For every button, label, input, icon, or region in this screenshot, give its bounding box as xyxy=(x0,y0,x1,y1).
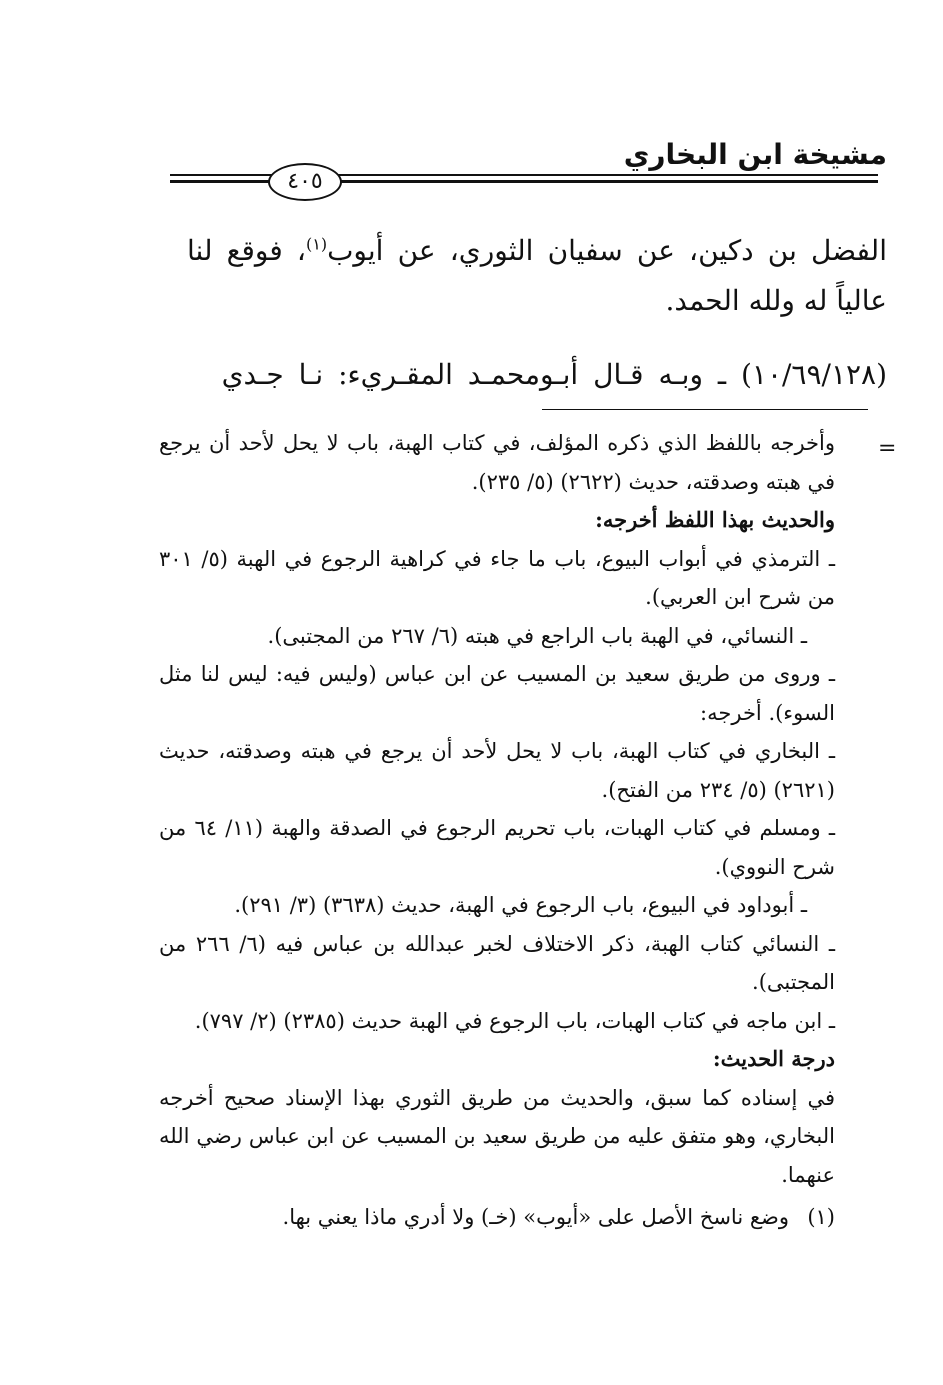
note-line: ـ الترمذي في أبواب البيوع، باب ما جاء في كراهية الرجوع في الهبة (٥/ ٣٠١ من شرح ابن العربي). xyxy=(159,546,835,609)
footnote-reference: (١) xyxy=(305,234,328,254)
continuation-mark: = xyxy=(878,436,897,461)
note-subheading: درجة الحديث: xyxy=(712,1046,835,1071)
notes-section xyxy=(159,424,835,1237)
note-subheading: والحديث بهذا اللفظ أخرجه: xyxy=(595,507,835,532)
main-text-part2: ، فوقع لنا عالياً له ولله الحمد. xyxy=(187,234,887,317)
footnote xyxy=(159,1198,835,1237)
note-line: في إسناده كما سبق، والحديث من طريق الثوري بهذا الإسناد صحيح أخرجه البخاري، وهو متفق عليه من طريق سعيد بن المسيب عن ابن عباس رضي الله عنهما. xyxy=(159,1085,835,1187)
page-number: ٤٠٥ xyxy=(268,163,342,201)
note-line: ـ النسائي، في الهبة باب الراجع في هبته (٦/ ٢٦٧ من المجتبى). xyxy=(267,623,807,648)
footnote-number: (١) xyxy=(807,1205,835,1229)
note-line: ـ البخاري في كتاب الهبة، باب لا يحل لأحد أن يرجع في هبته وصدقته، حديث (٢٦٢١) (٥/ ٢٣٤ من الفتح). xyxy=(159,739,835,802)
note-line: ـ أبوداود في البيوع، باب الرجوع في الهبة، حديث (٣٦٣٨) (٣/ ٢٩١). xyxy=(234,893,807,917)
note-line: ـ ومسلم في كتاب الهبات، باب تحريم الرجوع في الصدقة والهبة (١١/ ٦٤ من شرح النووي). xyxy=(159,816,835,879)
running-header-title: مشيخة ابن البخاري xyxy=(623,138,887,171)
footnote-text: وضع ناسخ الأصل على «أيوب» (خـ) ولا أدري ماذا يعني بها. xyxy=(282,1205,789,1229)
note-line: ـ ابن ماجه في كتاب الهبات، باب الرجوع في الهبة حديث (٢٣٨٥) (٢/ ٧٩٧). xyxy=(194,1008,835,1033)
notes-separator xyxy=(542,409,868,410)
note-line: وأخرجه باللفظ الذي ذكره المؤلف، في كتاب الهبة، باب لا يحل لأحد أن يرجع في هبته وصدقته، حديث (٢٦٢٢) (٥/ ٢٣٥). xyxy=(159,431,835,494)
note-line: ـ وروى من طريق سعيد بن المسيب عن ابن عباس (وليس فيه: ليس لنا مثل السوء). أخرجه: xyxy=(159,662,835,725)
main-text-part1: الفضل بن دكين، عن سفيان الثوري، عن أيوب xyxy=(327,234,887,267)
main-paragraph xyxy=(187,226,887,326)
note-line: ـ النسائي كتاب الهبة، ذكر الاختلاف لخبر عبدالله بن عباس فيه (٦/ ٢٦٦ من المجتبى). xyxy=(159,931,835,994)
hadith-heading: (١٠/٦٩/١٢٨) ـ وبـه قـال أبـومحمـد المقـريء: نـا جـدي xyxy=(221,358,887,391)
